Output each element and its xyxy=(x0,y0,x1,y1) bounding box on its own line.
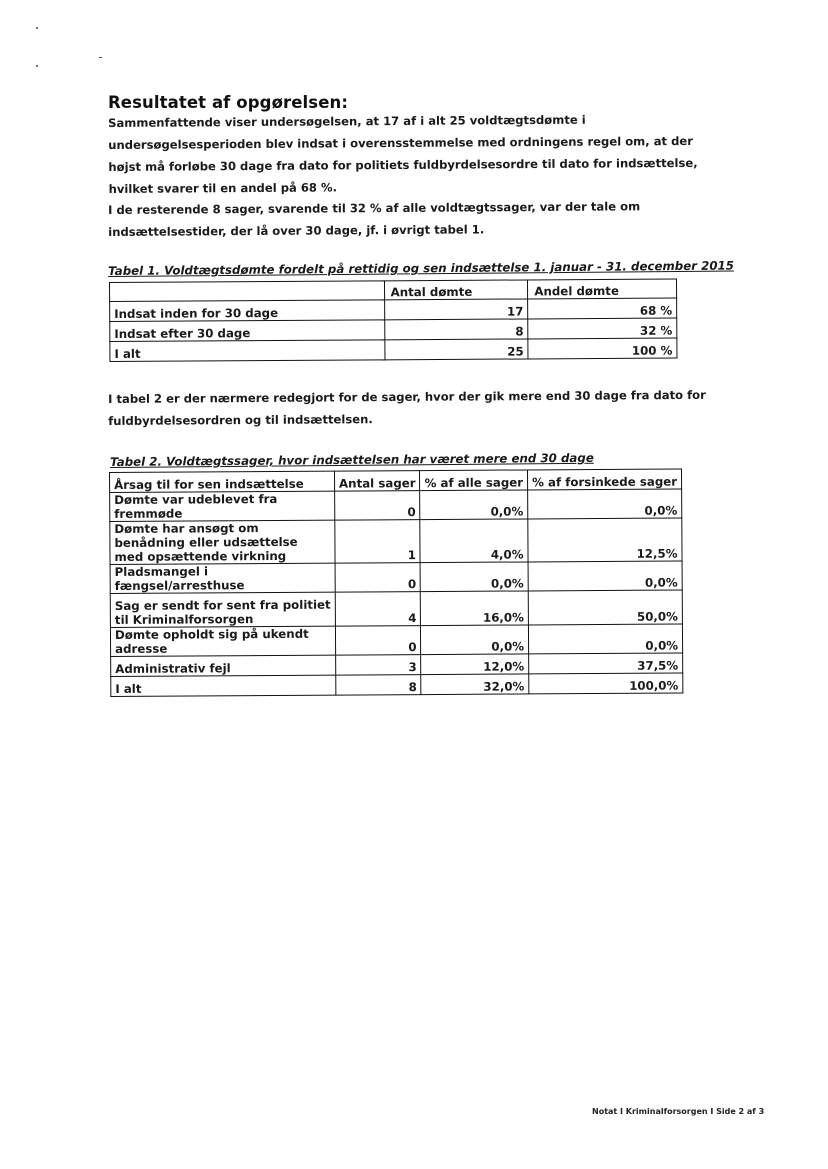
table-cell: 0,0% xyxy=(421,562,529,592)
table-cell: Dømte har ansøgt om benådning eller udsættelse med opsættende virkning xyxy=(110,520,335,564)
table-cell: 0 xyxy=(335,563,421,593)
table-cell: Indsat efter 30 dage xyxy=(110,320,385,342)
table-cell: Administrativ fejl xyxy=(111,655,336,676)
table-cell: 0,0% xyxy=(528,489,682,519)
table-cell: Pladsmangel i fængsel/arresthuse xyxy=(110,563,335,593)
table-header-cell: % af forsinkede sager xyxy=(528,469,682,490)
table-cell: 3 xyxy=(336,655,422,676)
table-cell: 12,5% xyxy=(528,518,682,562)
table-cell: 0,0% xyxy=(421,625,529,655)
table2-caption: Tabel 2. Voldtægtssager, hvor indsættelsen har været mere end 30 dage xyxy=(110,450,594,469)
table-header-cell: Årsag til for sen indsættelse xyxy=(110,471,335,492)
table-cell: 68 % xyxy=(528,298,677,319)
table-row xyxy=(111,673,683,696)
paragraph-remaining: I de resterende 8 sager, svarende til 32 % af alle voldtægtssager, var der tale om indsættelsestider, der lå over 30 dage, jf. i øvrigt tabel 1. xyxy=(108,199,641,239)
table-cell: I alt xyxy=(110,340,385,362)
table-cell: 50,0% xyxy=(528,590,682,625)
table-header-cell: Andel dømte xyxy=(528,279,677,299)
table1-caption: Tabel 1. Voldtægtsdømte fordelt på rettidig og sen indsættelse 1. januar - 31. december 2015 xyxy=(108,258,734,278)
table-cell: 16,0% xyxy=(421,591,529,626)
table-cell: 0,0% xyxy=(528,561,682,591)
table-cell: 8 xyxy=(384,319,528,340)
page-footer: Notat I Kriminalforsorgen I Side 2 af 3 xyxy=(592,1107,765,1116)
table2 xyxy=(109,468,683,696)
table-row xyxy=(110,489,682,521)
table-row xyxy=(110,518,682,564)
paragraph-table2-intro: I tabel 2 er der nærmere redegjort for de sager, hvor der gik mere end 30 dage fra dato for fuldbyrdelsesordren og til indsættelsen. xyxy=(108,387,706,428)
table-cell: Dømte opholdt sig på ukendt adresse xyxy=(110,626,335,656)
section-heading: Resultatet af opgørelsen: xyxy=(108,93,349,112)
scan-speck xyxy=(99,57,102,58)
table-cell: 100,0% xyxy=(529,673,683,694)
table-cell: Dømte var udeblevet fra fremmøde xyxy=(110,491,335,521)
table-cell: 100 % xyxy=(528,338,677,359)
scan-speck xyxy=(36,65,38,67)
table-cell: 0,0% xyxy=(420,490,528,520)
table-row xyxy=(110,338,677,361)
table-header-cell: Antal dømte xyxy=(384,280,528,300)
table-cell: 37,5% xyxy=(529,653,683,674)
table-cell: 12,0% xyxy=(421,654,529,675)
table-cell: 0,0% xyxy=(528,624,682,654)
table-cell: 32 % xyxy=(528,318,677,339)
table-row xyxy=(110,624,682,656)
table-row xyxy=(110,561,682,593)
table-cell: 0 xyxy=(335,626,421,656)
table-cell: Sag er sendt for sent fra politiet til Kriminalforsorgen xyxy=(110,592,335,627)
table-header-cell: Antal sager xyxy=(334,471,420,492)
table-cell: 1 xyxy=(335,520,421,564)
table-cell: I alt xyxy=(111,675,336,696)
table-cell: 25 xyxy=(384,339,528,360)
table-cell: 8 xyxy=(336,675,422,696)
table-row xyxy=(110,590,682,627)
table-cell: Indsat inden for 30 dage xyxy=(110,300,385,322)
table-header-row xyxy=(110,469,682,492)
scan-speck xyxy=(36,27,38,29)
table-cell: 17 xyxy=(384,299,528,320)
table1 xyxy=(109,279,677,362)
paragraph-summary: Sammenfattende viser undersøgelsen, at 17 af i alt 25 voldtægtsdømte i undersøgelsesperioden blev indsat i overensstemmelse med ordningens regel om, at der højst må forløbe 30 dage fra dato for politiets fuldbyrdelsesordre til dato for indsættelse, hvilket svarer til en andel på 68 %. xyxy=(108,112,698,196)
table-cell: 0 xyxy=(335,491,421,521)
table-cell: 32,0% xyxy=(421,674,529,695)
table-header-cell: % af alle sager xyxy=(420,470,528,491)
table-header-cell xyxy=(110,281,385,302)
table-cell: 4 xyxy=(335,592,421,627)
table-cell: 4,0% xyxy=(420,519,528,563)
